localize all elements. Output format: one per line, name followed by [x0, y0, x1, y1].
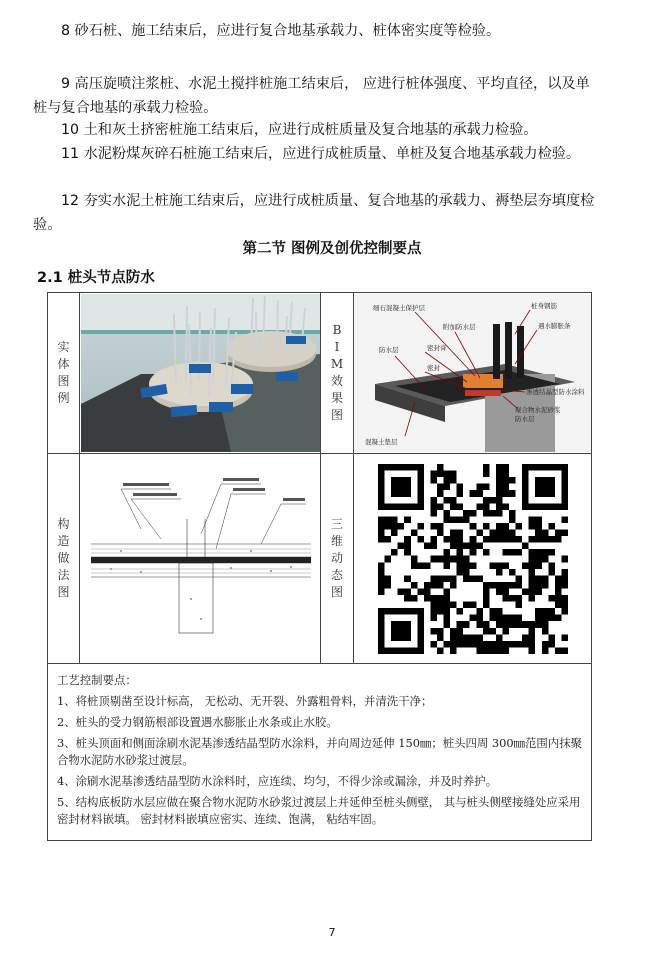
note-3: 3、桩头顶面和侧面涂刷水泥基渗透结晶型防水涂料，并向周边延伸 150㎜；桩头四周 300㎜范围内抹聚合物水泥防水砂浆过渡层。 — [57, 736, 582, 767]
construction-cell — [80, 454, 321, 664]
paragraph-8: 8 砂石桩、施工结束后，应进行复合地基承载力、桩体密实度等检验。 — [61, 23, 501, 39]
label-dynamic: 三 维 动 态 图 — [321, 454, 354, 664]
construction-drawing — [81, 459, 320, 659]
callout-11: 混凝土垫层 — [364, 438, 397, 446]
process-notes — [48, 664, 592, 841]
callout-5: 防水层 — [378, 346, 398, 354]
callout-1: 细石混凝土保护层 — [372, 304, 425, 312]
callout-3: 附加防水层 — [442, 323, 475, 331]
callout-6: 密封膏 — [426, 344, 446, 352]
callout-10: 防水层 — [514, 415, 534, 423]
paragraph-9: 9 高压旋喷注浆桩、水泥土搅拌桩施工结束后， 应进行桩体强度、平均直径，以及单桩与复合地基的承载力检验。 — [33, 76, 590, 116]
note-4: 4、涂刷水泥基渗透结晶型防水涂料时，应连续、均匀，不得少涂或漏涂，并及时养护。 — [57, 774, 498, 788]
callout-7: 密封 — [426, 364, 440, 372]
label-photo: 实 体 图 例 — [48, 293, 80, 454]
callout-8: 渗透结晶型防水涂料 — [525, 388, 584, 396]
label-bim: B I M 效 果 图 — [321, 293, 354, 454]
callout-4: 遇水膨胀条 — [537, 322, 570, 330]
sub-title: 2.1 桩头节点防水 — [37, 270, 155, 286]
callout-9: 聚合物水泥砂浆 — [514, 406, 560, 414]
photo-cell — [80, 293, 321, 454]
page-number: 7 — [328, 926, 336, 939]
callout-2: 桩身钢筋 — [530, 302, 557, 310]
note-2: 2、桩头的受力钢筋根部设置遇水膨胀止水条或止水胶。 — [57, 715, 338, 729]
paragraph-11: 11 水泥粉煤灰碎石桩施工结束后，应进行成桩质量、单桩及复合地基承载力检验。 — [61, 146, 581, 162]
section-title: 第二节 图例及创优控制要点 — [242, 241, 422, 257]
pile-photo — [81, 294, 320, 452]
bim-diagram — [355, 294, 591, 452]
notes-title: 工艺控制要点： — [57, 673, 137, 687]
note-5: 5、结构底板防水层应做在聚合物水泥防水砂浆过渡层上并延伸至桩头侧壁， 其与桩头侧壁接缝处应采用密封材料嵌填。 密封材料嵌填应密实、连续、饱满， 粘结牢固。 — [57, 795, 581, 826]
label-construction: 构 造 做 法 图 — [48, 454, 80, 664]
paragraph-10: 10 土和灰土挤密桩施工结束后，应进行成桩质量及复合地基的承载力检验。 — [61, 122, 538, 138]
paragraph-12: 12 夯实水泥土桩施工结束后，应进行成桩质量、复合地基的承载力、褥垫层夯填度检验。 — [33, 193, 595, 233]
qr-code — [378, 464, 568, 654]
qr-cell — [354, 454, 592, 664]
note-1: 1、将桩顶剔凿至设计标高， 无松动、无开裂、外露粗骨料，并清洗干净； — [57, 694, 433, 708]
spec-table — [47, 292, 592, 841]
bim-cell — [354, 293, 592, 454]
